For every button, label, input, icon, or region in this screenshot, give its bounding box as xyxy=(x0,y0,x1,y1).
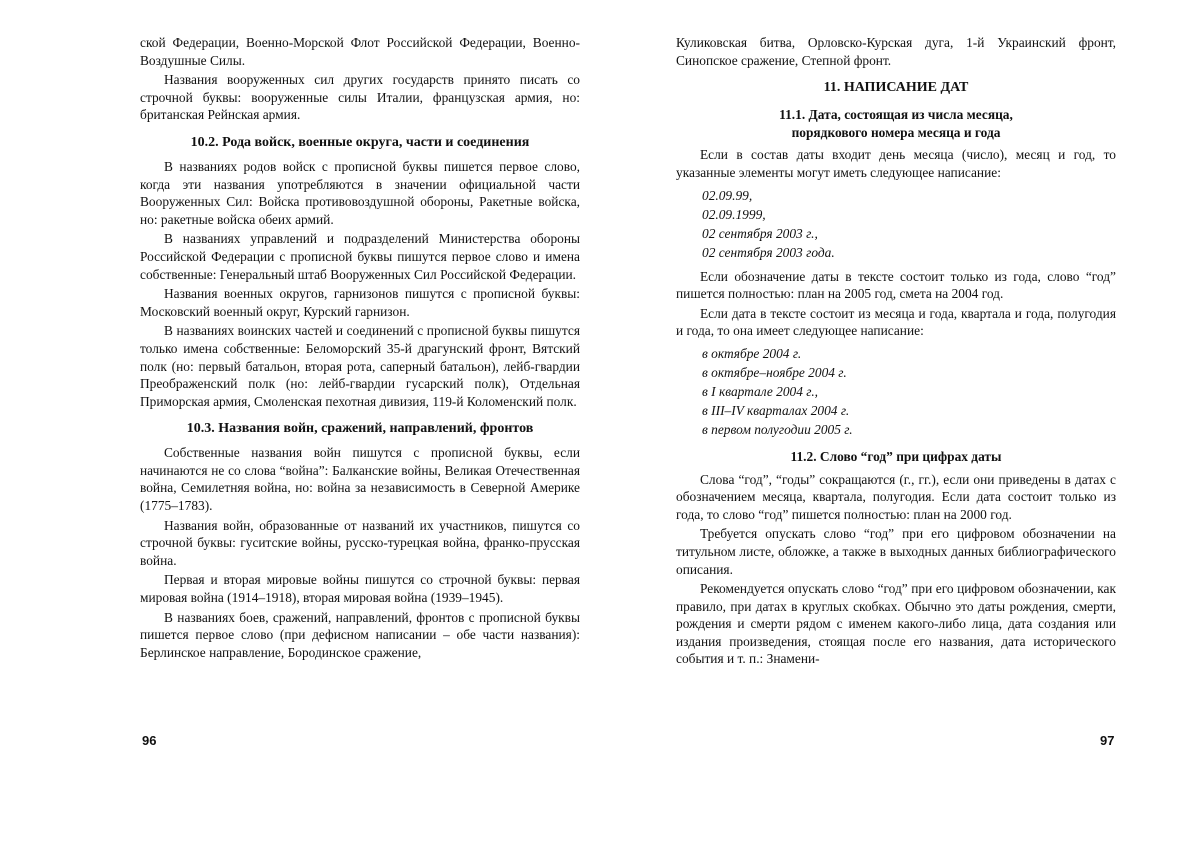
section-heading-10-3: 10.3. Названия войн, сражений, направлений, фронтов xyxy=(186,421,534,437)
section-heading-11-1 xyxy=(676,106,1116,141)
paragraph: Рекомендуется опускать слово “год” при его цифровом обозначении, как правило, при датах в круглых скобках. Обычно это даты рождения, смерти, рождения и смерти рядом с именем какого-либо лица, дата создания или издания произведения, стоящая после его названия, дата исторического события и т. п.: Знамени- xyxy=(676,581,1116,667)
date-example: в I квартале 2004 г., xyxy=(702,383,819,399)
date-example: 02.09.99, xyxy=(702,187,753,203)
date-example: в октябре 2004 г. xyxy=(702,345,802,361)
paragraph: Названия военных округов, гарнизонов пишутся с прописной буквы: Московский военный округ, Курский гарнизон. xyxy=(140,286,580,319)
paragraph: Требуется опускать слово “год” при его цифровом обозначении на титульном листе, обложке, а также в выходных данных библиографического описания. xyxy=(676,526,1116,577)
paragraph: Собственные названия войн пишутся с прописной буквы, если начинаются не со слова “война”: Балканские войны, Великая Отечественная война, Семилетняя война, но: война за независимость в Северной Америке (1775–1783). xyxy=(140,445,580,514)
paragraph: Слова “год”, “годы” сокращаются (г., гг.), если они приведены в датах с обозначением месяца, квартала, полугодия. Если дата состоит только из года, то слово “год” пишется полностью: план на 2000 год. xyxy=(676,471,1116,522)
paragraph: ской Федерации, Военно-Морской Флот Российской Федерации, Военно-Воздушные Силы. xyxy=(140,35,580,68)
date-examples-list xyxy=(702,186,1116,262)
paragraph: В названиях управлений и подразделений Министерства обороны Российской Федерации с прописной буквы пишутся первое слово и имена собственные: Генеральный штаб Вооруженных Сил Российской Федерации. xyxy=(140,231,580,282)
section-heading-line: 11.1. Дата, состоящая из числа месяца, xyxy=(779,107,1013,123)
paragraph: Если обозначение даты в тексте состоит только из года, слово “год” пишется полностью: план на 2005 год, смета на 2004 год. xyxy=(676,268,1116,302)
chapter-heading-11: 11. НАПИСАНИЕ ДАТ xyxy=(823,80,969,96)
page-number-right: 97 xyxy=(1100,733,1115,748)
section-heading-11-2: 11.2. Слово “год” при цифрах даты xyxy=(790,448,1002,464)
paragraph: В названиях боев, сражений, направлений, фронтов с прописной буквы пишется первое слово (при дефисном написании – обе части названия): Берлинское направление, Бородинское сражение, xyxy=(140,609,580,660)
section-heading-10-2: 10.2. Рода войск, военные округа, части и соединения xyxy=(190,134,530,150)
page-number-left: 96 xyxy=(142,733,157,748)
paragraph: В названиях воинских частей и соединений с прописной буквы пишутся только имена собственные: Беломорский 35-й драгунский фронт, Вятский полк (но: первый батальон, вторая рота, саперный батальон), лейб-гвардии Преображенский полк (но: лейб-гвардии гусарский полк), Отдельная Приморская армия, Смоленская пехотная дивизия, 119-й Коломенский полк. xyxy=(140,323,580,409)
paragraph: Если дата в тексте состоит из месяца и года, квартала и года, полугодия и года, то она имеет следующее написание: xyxy=(676,305,1116,339)
date-example: в III–IV кварталах 2004 г. xyxy=(702,402,850,418)
date-example: в первом полугодии 2005 г. xyxy=(702,421,853,437)
paragraph: Если в состав даты входит день месяца (число), месяц и год, то указанные элементы могут иметь следующее написание: xyxy=(676,147,1116,180)
paragraph: Куликовская битва, Орловско-Курская дуга, 1-й Украинский фронт, Синопское сражение, Степной фронт. xyxy=(676,35,1116,68)
left-page xyxy=(140,34,580,663)
date-example: 02.09.1999, xyxy=(702,206,766,222)
section-heading-line: порядкового номера месяца и года xyxy=(791,124,1001,140)
paragraph: Первая и вторая мировые войны пишутся со строчной буквы: первая мировая война (1914–1918), вторая мировая война (1939–1945). xyxy=(140,572,580,606)
date-example: 02 сентября 2003 г., xyxy=(702,225,818,241)
date-example: 02 сентября 2003 года. xyxy=(702,244,835,260)
paragraph: Названия вооруженных сил других государств принято писать со строчной буквы: вооруженные силы Италии, французская армия, но: британская Рейнская армия. xyxy=(140,72,580,123)
paragraph: Названия войн, образованные от названий их участников, пишутся со строчной буквы: гуситские войны, русско-турецкая война, франко-прусская война. xyxy=(140,517,580,568)
date-example: в октябре–ноябре 2004 г. xyxy=(702,364,847,380)
paragraph: В названиях родов войск с прописной буквы пишется первое слово, когда эти названия употребляются в значении официальной части Вооруженных Сил: Войска противовоздушной обороны, Ракетные войска, но: ракетные войска обеих армий. xyxy=(140,158,580,227)
date-examples-list xyxy=(702,344,1116,439)
right-page xyxy=(676,34,1116,670)
